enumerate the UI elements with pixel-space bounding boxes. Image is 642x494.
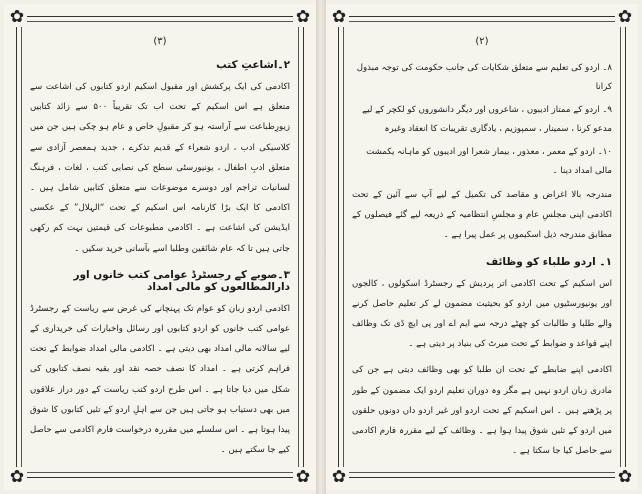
left-page	[4, 4, 316, 490]
book-gutter	[316, 0, 326, 494]
corner-ornament-icon: ✿	[7, 7, 27, 27]
section-body-scholarships: اس اسکیم کے تحت اکادمی اتر پردیش کے رجسٹرڈ اسکولوں ، کالجوں اور یونیورسٹیوں میں اردو کو بحیثیت مضمون لے کر تعلیم حاصل کرنے والے طلبا و طالبات کو چھٹے درجہ سے ایم اے اور پی ایچ ڈی تک وظائف اپنے قواعد و ضوابط کے تحت میرٹ کی بنیاد پر دیتی ہے ۔	[352, 278, 612, 350]
right-page	[326, 4, 638, 490]
corner-ornament-icon: ✿	[615, 467, 635, 487]
section-heading-publication: ۲۔اشاعتِ کتب	[216, 59, 290, 71]
section-body-scholarships-2: اکادمی اپنے ضابطے کے تحت ان طلبا کو بھی وظائف دیتی ہے جن کی مادری زبان اردو نہیں ہے مگر وہ دوران تعلیم اردو ایک مضمون کے طور پر پڑھتے ہیں ۔ اس اسکیم کے تحت اردو اور غیر اردو داں دونوں حلقوں میں اردو کے تئیں شوق پیدا ہوا ہے ۔ وظائف کے لیے مقررہ فارم اکادمی سے حاصل کیا جا سکتا ہے ۔	[352, 365, 612, 457]
page-number: (۳)	[153, 36, 167, 47]
objective-item: ۸۔ اردو کی تعلیم سے متعلق شکایات کی جانب حکومت کی توجہ مبذول کرانا	[356, 63, 612, 92]
right-page-content	[352, 32, 612, 468]
section-body-publication: اکادمی کی ایک پرکشش اور مقبول اسکیم اردو کتابوں کی اشاعت سے متعلق ہے اس اسکیم کے تحت اب تک تقریباً ۵۰۰ سے زائد کتابیں زیورِطباعت سے آراستہ ہو کر مقبولِ خاص و عام ہو چکی ہیں جن میں کلاسیکی ادب ، اردو شعراء کے قدیم تذکرے ، جدید ہمعصر آزادی سے متعلق ادبِ اطفال ، یونیورسٹی سطح کی نصابی کتب ، لغات ، فرہنگ لسانیات تراجم اور دوسرے موضوعات سے متعلق کتابیں شامل ہیں ۔ اکادمی کا ایک بڑا کارنامہ اس اسکیم کے تحت “الہلال” کے عکسی ایڈیشن کی اشاعت ہے ۔ اکادمی مطبوعات کی قیمتیں بہت کم رکھی جاتی ہیں تا کہ عام شائقین وطلبا اسے بآسانی خرید سکیں ۔	[30, 82, 290, 254]
page-number: (۲)	[475, 36, 489, 47]
corner-ornament-icon: ✿	[329, 467, 349, 487]
corner-ornament-icon: ✿	[293, 467, 313, 487]
objective-item: ۹۔ اردو کے ممتاز ادیبوں ، شاعروں اور دیگر دانشوروں کو لکچر کے لیے مدعو کرنا ، سمینار ، سمپوزیم ، یادگاری تقریبات کا انعقاد وغیرہ	[362, 105, 612, 134]
corner-ornament-icon: ✿	[615, 7, 635, 27]
section-heading-library-aid: ۳۔صوبے کے رجسٹرڈ عوامی کتب خانوں اور دارالمطالعوں کو مالی امداد	[73, 268, 290, 293]
section-heading-scholarships: ۱۔ اردو طلباء کو وظائف	[485, 255, 612, 268]
left-page-content	[30, 32, 290, 468]
schemes-intro: مندرجہ بالا اغراض و مقاصد کی تکمیل کے لیے آپ سے آئین کے تحت اکادمی اپنی مجلسِ عام و مجلسِ انتظامیہ کے ذریعہ لیے گئے فیصلوں کے مطابق مندرجہ ذیل اسکیموں پر عمل پیرا ہے ۔	[352, 190, 612, 241]
corner-ornament-icon: ✿	[293, 7, 313, 27]
corner-ornament-icon: ✿	[329, 7, 349, 27]
section-body-library-aid: اکادمی اردو زبان کو عوام تک پہنچانے کی غرض سے ریاست کے رجسٹرڈ عوامی کتب خانوں کو اردو کتابوں اور رسائل واخبارات کی خریداری کے لیے سالانہ مالی امداد بھی دیتی ہے ۔ اکادمی مالی امداد ضوابط کے تحت فراہم کرتی ہے ۔ امداد کا نصف حصہ نقد اور بقیہ نصف کتابوں کی شکل میں دیا جاتا ہے ۔ اس طرح اردو کتب ریاست کے دور دراز علاقوں میں بھی دستیاب ہو جاتی ہیں جن سے اہلِ اردو کے تئیں کتابوں کا شوق پیدا ہوتا ہے ۔ اس سلسلے میں مقررہ درخواست فارم اکادمی سے حاصل کیے جا سکتے ہیں ۔	[30, 303, 290, 456]
corner-ornament-icon: ✿	[7, 467, 27, 487]
objective-item: ۱۰۔ اردو کے معمر ، معذور ، بیمار شعرا اور ادیبوں کو ماہانہ یکمشت مالی امداد دینا ۔	[366, 147, 612, 176]
